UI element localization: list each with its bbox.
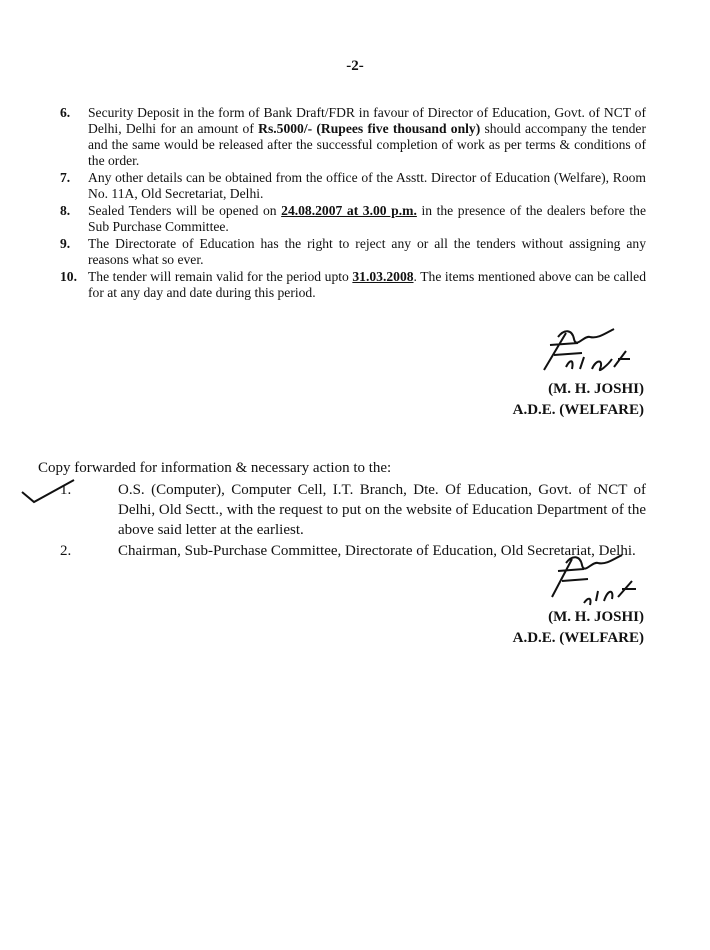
condition-number: 7. — [60, 170, 71, 185]
signature-icon — [514, 325, 644, 381]
handwritten-signature — [513, 325, 644, 379]
deposit-amount: Rs.5000/- (Rupees five thousand only) — [258, 121, 481, 136]
condition-text-part: should accompany the tender and the same would be released after the successful completion of work as per terms & conditions of the order. — [88, 121, 646, 168]
condition-number: 8. — [60, 203, 71, 218]
signature-block — [513, 553, 644, 649]
signatory-name: (M. H. JOSHI) — [548, 381, 644, 397]
condition-text-part: Sealed Tenders will be opened on — [88, 203, 282, 218]
recipient-text: O.S. (Computer), Computer Cell, I.T. Branch, Dte. Of Education, Govt. of NCT of Delhi, Old Sectt., with the request to put on the website of Education Department of the above said letter at the earliest. — [118, 482, 646, 538]
handwritten-signature — [513, 553, 644, 607]
condition-text-part: . The items mentioned above can be called for at any day and date during this period. — [88, 269, 647, 300]
page-number: -2- — [346, 58, 364, 74]
condition-text — [88, 203, 646, 235]
copy-forwarded-intro: Copy forwarded for information & necessary action to the: — [38, 460, 392, 476]
condition-item — [60, 203, 646, 235]
validity-date: 31.03.2008 — [352, 269, 414, 284]
condition-number: 10. — [60, 269, 77, 284]
condition-text — [88, 105, 646, 169]
condition-text-part: in the presence of the dealers before the Sub Purchase Committee. — [88, 203, 646, 234]
recipient-text: Chairman, Sub-Purchase Committee, Directorate of Education, Old Secretariat, Delhi. — [118, 543, 636, 559]
signature-icon — [524, 553, 644, 609]
condition-text: The Directorate of Education has the right to reject any or all the tenders without assigning any reasons what so ever. — [88, 236, 646, 267]
signatory-name: (M. H. JOSHI) — [548, 609, 644, 625]
condition-number: 6. — [60, 105, 71, 120]
condition-item — [60, 236, 646, 268]
condition-item — [60, 170, 646, 202]
recipient-item — [60, 480, 646, 540]
signature-block — [513, 325, 644, 421]
condition-text: Any other details can be obtained from the office of the Asstt. Director of Education (Welfare), Room No. 11A, Old Secretariat, Delhi. — [88, 170, 646, 201]
condition-text — [88, 269, 646, 301]
condition-item — [60, 269, 646, 301]
recipient-number: 2. — [60, 543, 72, 559]
condition-item — [60, 105, 646, 169]
signatory-designation: A.D.E. (WELFARE) — [512, 402, 644, 418]
opening-date: 24.08.2007 at 3.00 p.m. — [281, 203, 417, 218]
signatory-designation: A.D.E. (WELFARE) — [512, 630, 644, 646]
conditions-list — [60, 105, 646, 302]
condition-text-part: The tender will remain valid for the period upto — [88, 269, 353, 284]
recipient-number: 1. — [60, 482, 72, 498]
copy-recipients-list — [60, 480, 646, 562]
condition-number: 9. — [60, 236, 71, 251]
condition-text-part: Security Deposit in the form of Bank Draft/FDR in favour of Director of Education, Govt. of NCT of Delhi, Delhi for an amount of — [88, 105, 646, 136]
